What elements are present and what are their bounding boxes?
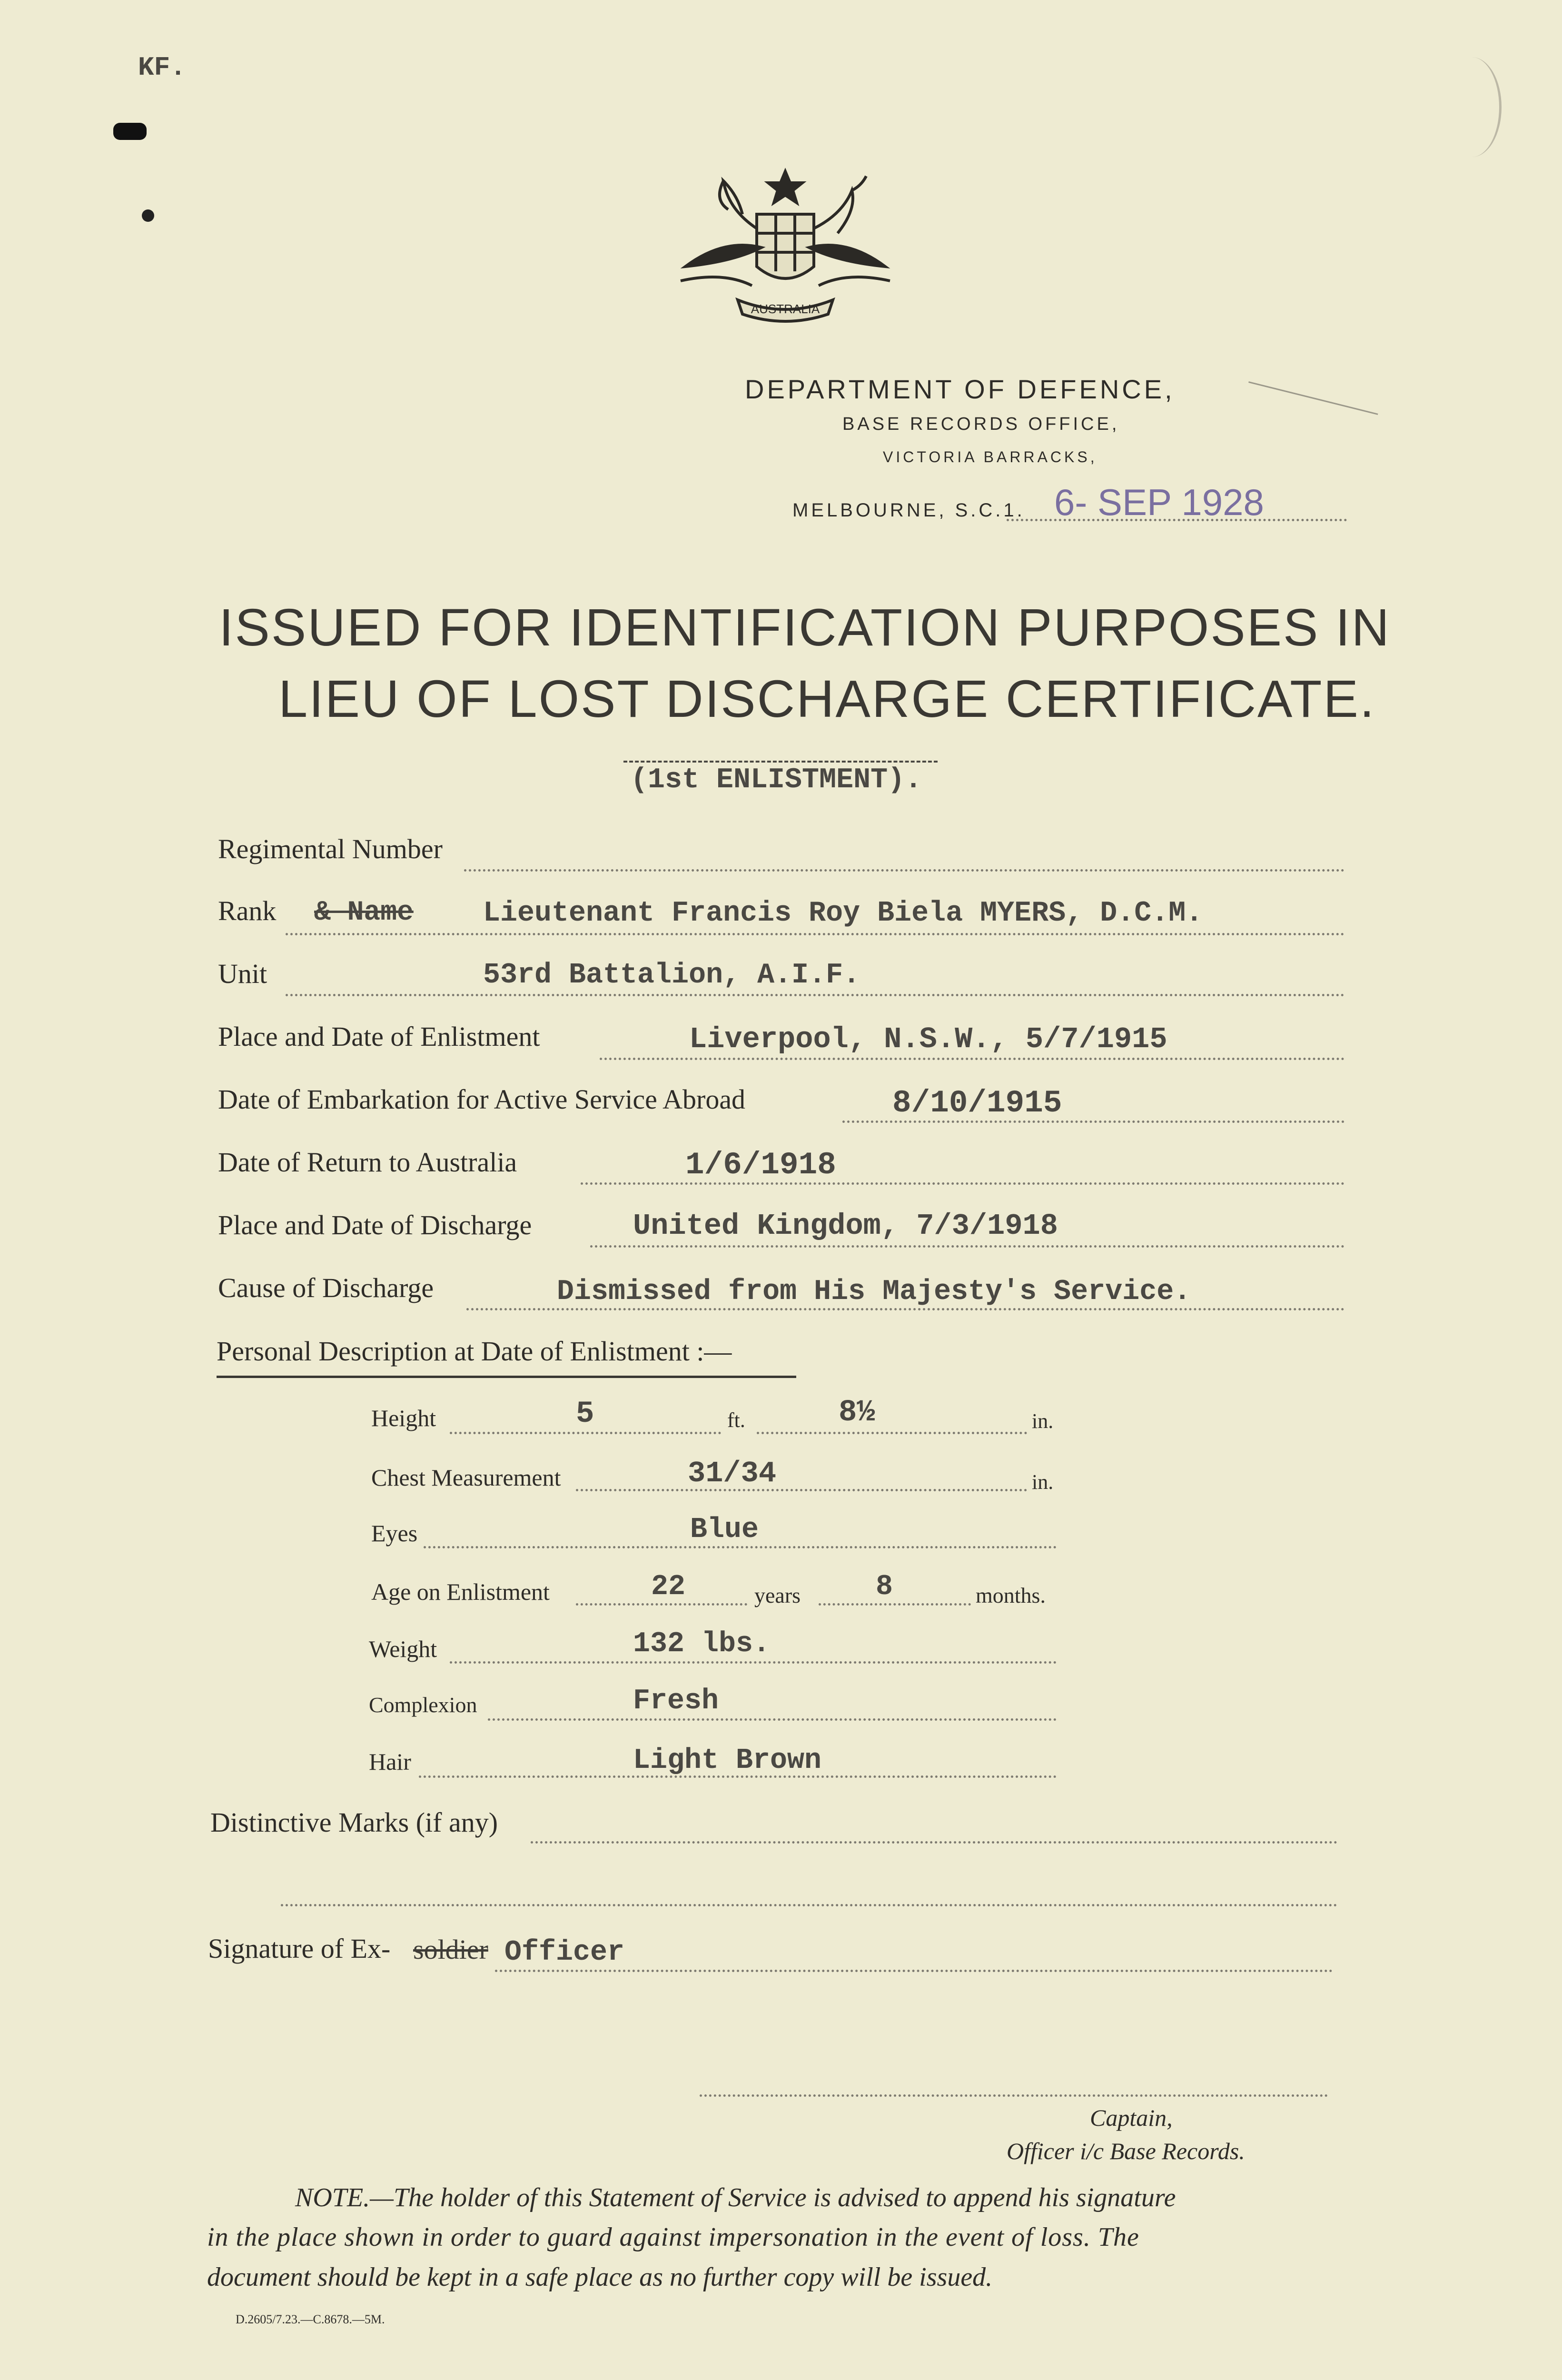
ink-stroke (1240, 381, 1378, 447)
hair-label: Hair (369, 1748, 411, 1775)
note-line-3: document should be kept in a safe place as no further copy will be issued. (207, 2262, 993, 2292)
enlistment-subtitle: (1st ENLISTMENT). (631, 764, 922, 796)
age-years-dots (576, 1603, 747, 1606)
print-code: D.2605/7.23.—C.8678.—5M. (236, 2312, 385, 2326)
embarkation-value: 8/10/1915 (892, 1085, 1062, 1121)
signature-label: Signature of Ex- (208, 1933, 391, 1964)
age-years-value: 22 (651, 1571, 686, 1603)
height-feet-unit: ft. (727, 1408, 745, 1432)
weight-value: 132 lbs. (633, 1628, 771, 1660)
note-line-1: NOTE.—The holder of this Statement of Service is advised to append his signature (295, 2183, 1176, 2212)
signature-struck-word: soldier (413, 1934, 488, 1965)
height-inches-dots (757, 1432, 1027, 1434)
distinctive-marks-dots (531, 1841, 1337, 1844)
eyes-dots (424, 1546, 1057, 1548)
complexion-value: Fresh (633, 1685, 719, 1717)
office-line: BASE RECORDS OFFICE, (842, 414, 1120, 434)
discharge-value: United Kingdom, 7/3/1918 (633, 1209, 1058, 1243)
height-label: Height (371, 1405, 436, 1431)
age-label: Age on Enlistment (371, 1578, 550, 1605)
return-value: 1/6/1918 (685, 1147, 836, 1183)
enlistment-value: Liverpool, N.S.W., 5/7/1915 (689, 1022, 1167, 1056)
height-feet-dots (450, 1432, 721, 1434)
weight-dots (450, 1661, 1057, 1664)
chest-value: 31/34 (688, 1457, 777, 1490)
return-label: Date of Return to Australia (218, 1147, 517, 1178)
weight-label: Weight (369, 1636, 437, 1662)
age-years-unit: years (754, 1583, 801, 1607)
hair-dots (419, 1775, 1057, 1778)
cause-label: Cause of Discharge (218, 1272, 434, 1303)
crest-motto: AUSTRALIA (751, 302, 820, 316)
regimental-number-dots (464, 869, 1345, 872)
signature-dots (495, 1970, 1333, 1972)
coat-of-arms-icon (666, 162, 904, 333)
corner-mark: KF. (138, 52, 186, 83)
discharge-label: Place and Date of Discharge (218, 1210, 532, 1240)
chest-dots (576, 1489, 1027, 1491)
regimental-number-label: Regimental Number (218, 833, 443, 864)
personal-description-heading: Personal Description at Date of Enlistment :— (217, 1336, 732, 1367)
hair-value: Light Brown (633, 1745, 822, 1777)
unit-dots (286, 994, 1345, 996)
embarkation-label: Date of Embarkation for Active Service Abroad (218, 1084, 746, 1115)
rank-name-typed-label: & Name (314, 897, 414, 928)
complexion-dots (488, 1718, 1057, 1721)
pencil-mark (1442, 57, 1502, 157)
barracks-line: VICTORIA BARRACKS, (883, 448, 1097, 466)
height-inches-unit: in. (1032, 1409, 1054, 1433)
eyes-label: Eyes (371, 1520, 418, 1547)
age-months-dots (819, 1603, 971, 1606)
unit-label: Unit (218, 958, 267, 989)
title-line-2: LIEU OF LOST DISCHARGE CERTIFICATE. (278, 670, 1376, 728)
officer-rank: Captain, (1090, 2104, 1173, 2131)
cause-dots (466, 1308, 1345, 1310)
distinctive-marks-dots-2 (281, 1904, 1337, 1906)
officer-signature-dots (700, 2094, 1328, 2097)
heading-underline (217, 1376, 796, 1378)
date-stamp: 6- SEP 1928 (1054, 481, 1264, 523)
ink-blot (113, 123, 147, 140)
chest-unit: in. (1032, 1470, 1054, 1494)
height-feet-value: 5 (576, 1397, 594, 1431)
subtitle-wavy-line (623, 761, 938, 767)
enlistment-label: Place and Date of Enlistment (218, 1021, 540, 1052)
embarkation-dots (842, 1121, 1345, 1123)
return-dots (581, 1182, 1345, 1185)
unit-value: 53rd Battalion, A.I.F. (483, 959, 860, 992)
note-line-2: in the place shown in order to guard against impersonation in the event of loss. The (207, 2222, 1139, 2252)
title-line-1: ISSUED FOR IDENTIFICATION PURPOSES IN (219, 598, 1391, 657)
distinctive-marks-label: Distinctive Marks (if any) (210, 1807, 498, 1838)
signature-typed-word: Officer (504, 1936, 625, 1969)
officer-title: Officer i/c Base Records. (1007, 2138, 1245, 2164)
age-months-value: 8 (876, 1571, 893, 1603)
age-months-unit: months. (976, 1583, 1046, 1607)
enlistment-dots (600, 1058, 1345, 1060)
chest-label: Chest Measurement (371, 1464, 561, 1491)
eyes-value: Blue (690, 1514, 759, 1546)
complexion-label: Complexion (369, 1693, 477, 1717)
cause-value: Dismissed from His Majesty's Service. (557, 1276, 1191, 1308)
rank-label: Rank (218, 895, 277, 926)
rank-dots (286, 933, 1345, 935)
department-heading: DEPARTMENT OF DEFENCE, (745, 374, 1175, 404)
height-inches-value: 8½ (839, 1396, 875, 1430)
city-line: MELBOURNE, S.C.1. (792, 500, 1025, 521)
ink-speck (142, 209, 154, 222)
rank-name-value: Lieutenant Francis Roy Biela MYERS, D.C.M. (483, 897, 1203, 930)
discharge-dots (590, 1245, 1345, 1248)
